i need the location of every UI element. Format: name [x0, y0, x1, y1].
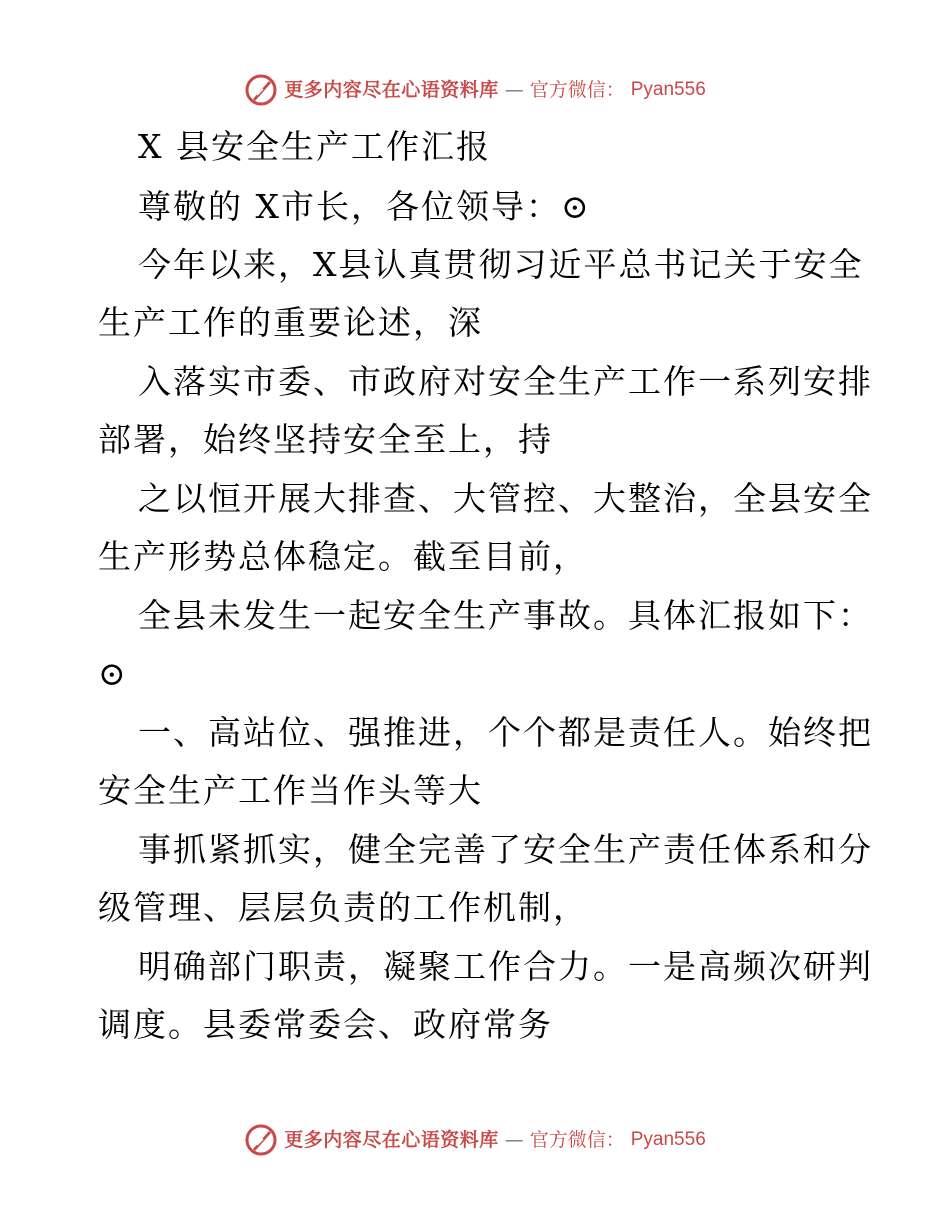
text-line: 事抓紧抓实，健全完善了安全生产责任体系和分 [138, 830, 873, 869]
document-title: X 县安全生产工作汇报 [138, 127, 491, 166]
text-line: 部署，始终坚持安全至上，持 [98, 420, 553, 459]
banner-text: 更多内容尽在心语资料库 [284, 79, 499, 101]
banner-dash: — [504, 1129, 524, 1151]
quill-logo-icon [244, 1123, 278, 1157]
text-line: 今年以来，X县认真贯彻习近平总书记关于安全 [138, 245, 864, 284]
text-line: 全县未发生一起安全生产事故。具体汇报如下： [138, 596, 873, 635]
salutation-line: 尊敬的 X市长，各位领导：⊙ [138, 187, 591, 226]
banner-wechat-label: 官方微信： [529, 79, 625, 101]
banner-text: 更多内容尽在心语资料库 [284, 1129, 499, 1151]
footer-watermark-banner [0, 1120, 950, 1160]
quill-logo-icon [244, 73, 278, 107]
banner-wechat-label: 官方微信： [529, 1129, 625, 1151]
text-line: 生产形势总体稳定。截至目前， [98, 537, 588, 576]
text-line: 生产工作的重要论述，深 [98, 303, 483, 342]
text-line: ⊙ [98, 654, 128, 693]
section-heading-line: 一、高站位、强推进，个个都是责任人。始终把 [138, 713, 873, 752]
text-line: 明确部门职责，凝聚工作合力。一是高频次研判 [138, 947, 873, 986]
text-line: 调度。县委常委会、政府常务 [98, 1005, 553, 1044]
header-watermark-banner [0, 70, 950, 110]
banner-wechat-id: Pyan556 [630, 1129, 706, 1150]
text-line: 安全生产工作当作头等大 [98, 771, 483, 810]
text-line: 入落实市委、市政府对安全生产工作一系列安排 [138, 362, 873, 401]
banner-dash: — [504, 79, 524, 101]
text-line: 之以恒开展大排查、大管控、大整治，全县安全 [138, 479, 873, 518]
banner-wechat-id: Pyan556 [630, 79, 706, 100]
text-line: 级管理、层层负责的工作机制， [98, 888, 588, 927]
